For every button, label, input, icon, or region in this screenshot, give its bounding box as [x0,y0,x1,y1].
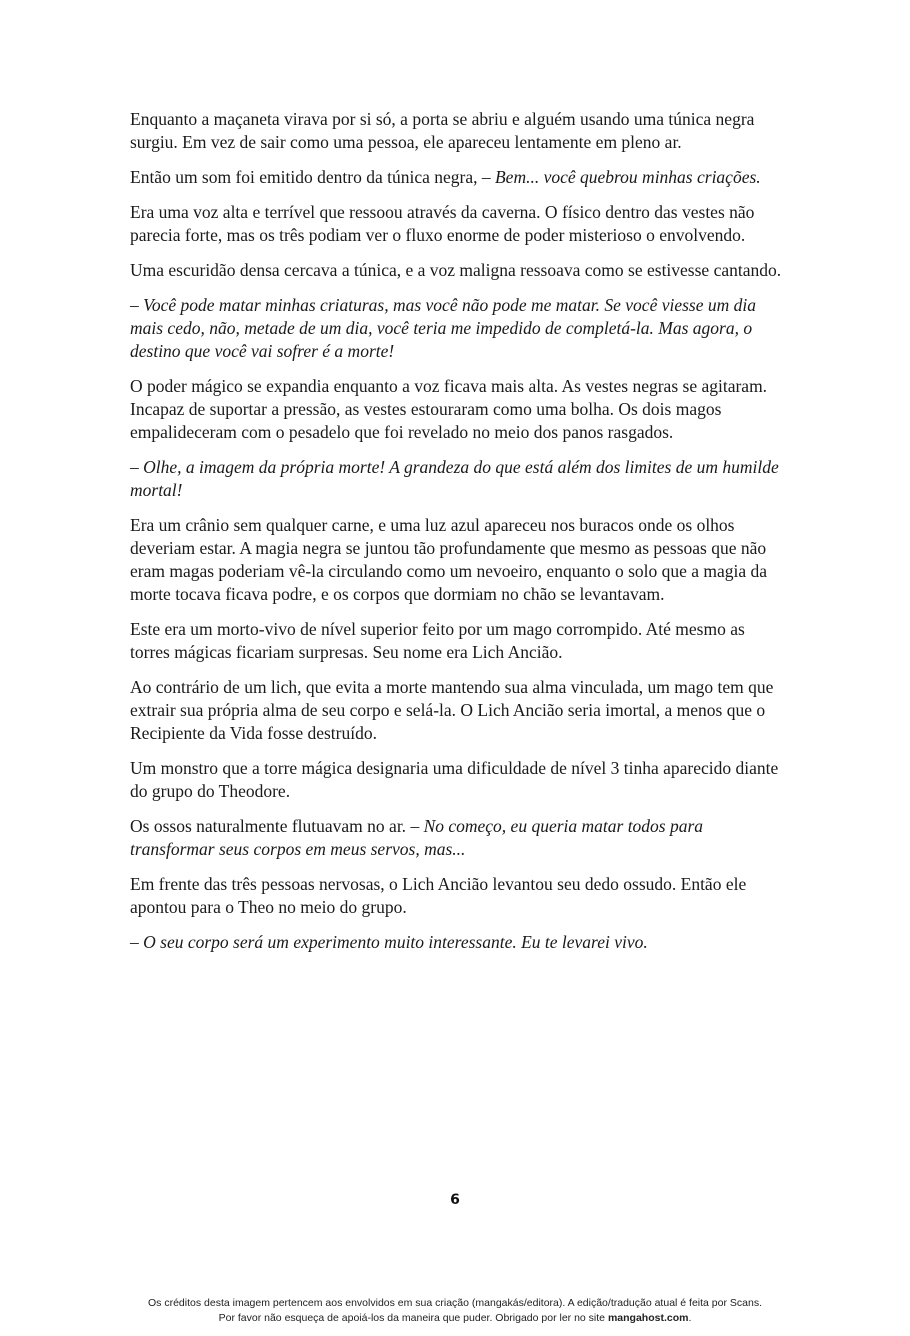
body-text [130,108,782,966]
dialogue-paragraph: – Olhe, a imagem da própria morte! A grandeza do que está além dos limites de um humilde mortal! [130,457,779,500]
paragraph: Então um som foi emitido dentro da túnica negra, – Bem... você quebrou minhas criações. [130,167,761,187]
paragraph: Os ossos naturalmente flutuavam no ar. – No começo, eu queria matar todos para transformar seus corpos em meus servos, mas... [130,816,704,859]
paragraph: Era uma voz alta e terrível que ressoou através da caverna. O físico dentro das vestes não parecia forte, mas os três podiam ver o fluxo enorme de poder misterioso o envolvendo. [130,202,755,245]
paragraph: Um monstro que a torre mágica designaria uma dificuldade de nível 3 tinha aparecido diante do grupo do Theodore. [130,758,779,801]
dialogue-paragraph: – Você pode matar minhas criaturas, mas você não pode me matar. Se você viesse um dia mais cedo, não, metade de um dia, você teria me impedido de completá-la. Mas agora, o destino que você vai sofrer é a morte! [130,295,756,361]
paragraph: Uma escuridão densa cercava a túnica, e a voz maligna ressoava como se estivesse cantando. [130,260,782,280]
credits-footer [0,1296,910,1326]
dialogue-paragraph: – O seu corpo será um experimento muito interessante. Eu te levarei vivo. [130,932,648,952]
dialogue-italic: – No começo, eu queria matar todos para transformar seus corpos em meus servos, mas... [130,816,704,859]
dialogue-italic: – Bem... você quebrou minhas criações. [481,167,761,187]
page-number: 6 [450,1192,460,1208]
credits-line-2: Por favor não esqueça de apoiá-los da maneira que puder. Obrigado por ler no site mangahost.com. [218,1312,692,1324]
paragraph: Em frente das três pessoas nervosas, o Lich Ancião levantou seu dedo ossudo. Então ele apontou para o Theo no meio do grupo. [130,874,747,917]
paragraph: Enquanto a maçaneta virava por si só, a porta se abriu e alguém usando uma túnica negra surgiu. Em vez de sair como uma pessoa, ele apareceu lentamente em pleno ar. [130,109,755,152]
site-link[interactable]: mangahost.com [607,1312,689,1324]
credits-line-1: Os créditos desta imagem pertencem aos envolvidos em sua criação (mangakás/editora). A edição/tradução atual é feita por Scans. [148,1297,762,1309]
paragraph: Era um crânio sem qualquer carne, e uma luz azul apareceu nos buracos onde os olhos deveriam estar. A magia negra se juntou tão profundamente que mesmo as pessoas que não eram magas poderiam vê-la circulando como um nevoeiro, enquanto o solo que a magia da morte tocava ficava podre, e os corpos que dormiam no chão se levantavam. [130,515,768,604]
paragraph: Este era um morto-vivo de nível superior feito por um mago corrompido. Até mesmo as torres mágicas ficariam surpresas. Seu nome era Lich Ancião. [130,619,745,662]
paragraph: O poder mágico se expandia enquanto a voz ficava mais alta. As vestes negras se agitaram. Incapaz de suportar a pressão, as vestes estouraram como uma bolha. Os dois magos empalideceram com o pesadelo que foi revelado no meio dos panos rasgados. [130,376,768,442]
paragraph: Ao contrário de um lich, que evita a morte mantendo sua alma vinculada, um mago tem que extrair sua própria alma de seu corpo e selá-la. O Lich Ancião seria imortal, a menos que o Recipiente da Vida fosse destruído. [130,677,774,743]
